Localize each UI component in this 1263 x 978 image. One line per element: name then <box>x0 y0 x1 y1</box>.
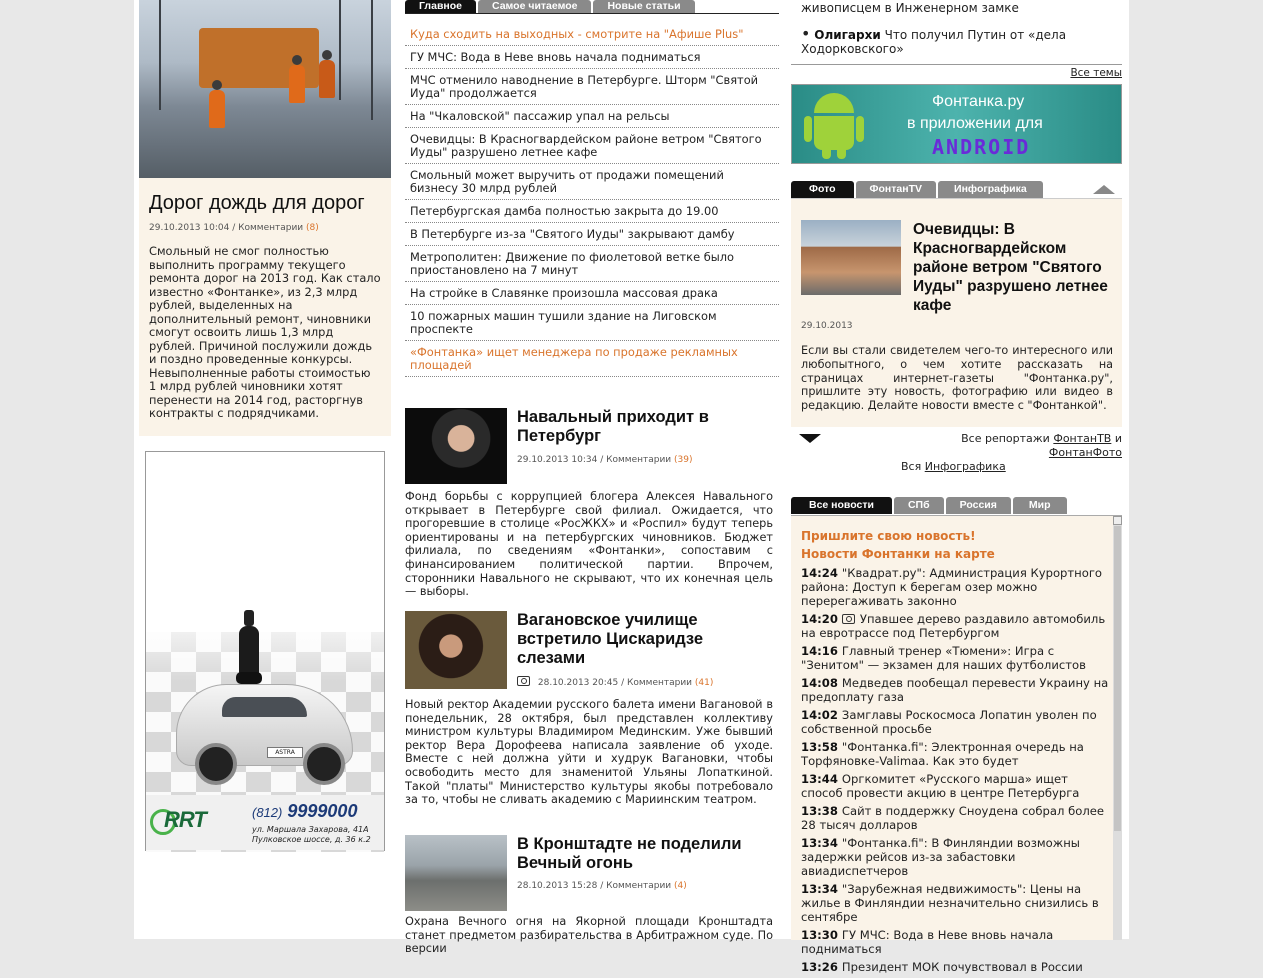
reports-line-2 <box>901 460 1122 474</box>
story-date: 28.10.2013 20:45 <box>537 678 619 688</box>
news-text: Сайт в поддержку Сноудена собрал более 28 тысяч долларов <box>801 804 1105 832</box>
news-text: ГУ МЧС: Вода в Неве вновь начала подниматься <box>801 928 1054 956</box>
rrt-ad-banner[interactable] <box>145 451 385 851</box>
ad-footer <box>146 795 384 850</box>
top-news-item[interactable]: В Петербурге из-за "Святого Иуды" закрывают дамбу <box>405 223 779 246</box>
tab-fontantv[interactable]: ФонтанTV <box>856 181 936 198</box>
news-time: 14:16 <box>801 644 838 658</box>
news-text: Главный тренер «Тюмени»: Игра с "Зенитом" — экзамен для наших футболистов <box>801 644 1086 672</box>
banner-line-3: ANDROID <box>932 135 1031 159</box>
story-image[interactable] <box>405 611 507 689</box>
news-map-link[interactable]: Новости Фонтанки на карте <box>801 547 995 561</box>
top-news-item[interactable]: Петербургская дамба полностью закрыта до 19.00 <box>405 200 779 223</box>
android-robot-leg <box>837 147 846 159</box>
infographics-link[interactable]: Инфографика <box>924 460 1006 473</box>
story-date: 28.10.2013 15:28 <box>517 881 598 891</box>
news-time: 13:34 <box>801 882 838 896</box>
comments-link[interactable]: Комментарии <box>238 223 304 233</box>
fontantv-link[interactable]: ФонтанТВ <box>1053 432 1112 445</box>
lead-text: Смольный не смог полностью выполнить программу текущего ремонта дорог на 2013 год. Как стало известно «Фонтанке», из 2,3 млрд рублей, выделенных на дополнительный ремонт, чиновники смогут освоить лишь 1,3 млрд рублей. Причиной послужили дождь и поздно проведенные конкурсы. Невыполненные работы стоимостью 1 млрд рублей чиновники хотят перенести на 2014 год, расторгнув контракты с подрядчиками. <box>149 244 381 420</box>
news-item[interactable] <box>801 676 1111 704</box>
android-robot-arm <box>804 116 812 142</box>
news-item[interactable] <box>801 836 1111 878</box>
news-time: 14:24 <box>801 566 838 580</box>
worker <box>209 90 225 128</box>
all-topics-link[interactable]: Все темы <box>1070 67 1122 79</box>
photo-icon <box>842 614 855 624</box>
chess-king-icon <box>236 610 262 688</box>
story-meta: 28.10.2013 20:45 / Комментарии (41) <box>517 676 713 688</box>
reports-prefix-2: Вся <box>901 460 922 473</box>
top-news-item[interactable]: ГУ МЧС: Вода в Неве вновь начала подниматься <box>405 46 779 69</box>
news-time: 14:20 <box>801 612 838 626</box>
top-news-item[interactable]: Куда сходить на выходных - смотрите на "Афише Plus" <box>405 23 779 46</box>
theme-item-cont[interactable]: живописцем в Инженерном замке <box>801 1 1019 15</box>
news-text: Президент МОК почувствовал в России <box>841 960 1083 974</box>
ad-address-2: Пулковское шоссе, д. 36 к.2 <box>252 835 371 844</box>
ad-brand: RRT <box>164 807 206 832</box>
tabs-underline <box>405 13 779 14</box>
news-tabs <box>791 497 1067 514</box>
comments-link[interactable]: Комментарии <box>606 881 672 891</box>
ad-address <box>252 825 371 845</box>
car-wheel <box>303 743 345 785</box>
story-text: Фонд борьбы с коррупцией блогера Алексея Навального открывает в Петербурге свой филиал. Ожидается, что прогоревшие в столице «РосЖКХ» и «Роспил» будут теперь ориентированы и на петербургских чиновников. Бюджет филиала, по сведениям «Фонтанки», сопоставим с финансированием политической партии. Впрочем, сторонники Навального не скрывают, что их конечная цель — выборы. <box>405 490 773 599</box>
android-robot-body <box>814 116 854 150</box>
news-feed <box>791 515 1122 974</box>
android-robot-arm <box>856 116 864 142</box>
tree <box>339 0 341 100</box>
king-body <box>239 626 259 674</box>
news-text: Медведев пообещал перевести Украину на предоплату газа <box>801 676 1109 704</box>
king-base <box>236 672 262 684</box>
tab-spb[interactable]: СПб <box>894 497 944 514</box>
send-news-link[interactable]: Пришлите свою новость! <box>801 529 976 543</box>
comments-count[interactable]: (41) <box>694 678 714 688</box>
ad-phone-code: (812) <box>252 805 283 820</box>
tab-all-news[interactable]: Все новости <box>791 497 892 514</box>
tab-infographics[interactable]: Инфографика <box>938 181 1043 198</box>
news-time: 13:34 <box>801 836 838 850</box>
story-vaganova <box>405 611 775 826</box>
story-image[interactable] <box>405 408 507 484</box>
tab-most-read[interactable]: Самое читаемое <box>478 0 591 13</box>
tree <box>371 0 373 120</box>
news-item[interactable] <box>801 566 1111 608</box>
photo-story-image[interactable] <box>801 220 901 295</box>
story-date: 29.10.2013 10:34 <box>517 455 598 465</box>
expand-arrow-icon[interactable] <box>799 434 821 443</box>
news-item[interactable] <box>801 644 1111 672</box>
media-tabs <box>791 181 1043 198</box>
worker-head <box>292 55 302 65</box>
story-title[interactable]: Навальный приходит в Петербург <box>517 408 709 445</box>
divider <box>791 64 1122 65</box>
story-image[interactable] <box>405 835 507 911</box>
theme-item-tag: Олигархи <box>814 28 881 42</box>
comments-count[interactable]: (8) <box>306 223 319 233</box>
tree <box>159 0 161 110</box>
news-time: 13:26 <box>801 960 838 974</box>
news-text: "Фонтанка.fi": Электронная очередь на Торфяновке-Valimaa. Как это будет <box>801 740 1084 768</box>
top-news-item[interactable]: МЧС отменило наводнение в Петербурге. Шторм "Святой Иуда" продолжается <box>405 69 779 105</box>
news-text: Оргкомитет «Русского марша» ищет способ провести акцию в центре Петербурга <box>801 772 1080 800</box>
bullet-icon: • <box>801 24 811 43</box>
top-news-item[interactable]: Смольный может выручить от продажи помещений бизнесу 30 млрд рублей <box>405 164 779 200</box>
collapse-arrow-icon[interactable] <box>1093 185 1115 194</box>
news-text: "Фонтанка.fi": В Финляндии возможны задержки рейсов из-за забастовки авиадиспетчеров <box>801 836 1080 878</box>
news-time: 13:44 <box>801 772 838 786</box>
page <box>134 0 1129 974</box>
car-window <box>222 697 307 717</box>
photo-story-box <box>791 199 1122 427</box>
comments-count[interactable]: (4) <box>674 881 687 891</box>
all-reports <box>901 432 1122 474</box>
android-robot-icon <box>814 93 854 113</box>
worker <box>289 65 305 103</box>
board-fade <box>146 602 384 682</box>
theme-item-text: Что получил Путин от «дела Ходорковского» <box>801 28 1067 56</box>
scrollbar-thumb[interactable] <box>1114 526 1121 831</box>
comments-count[interactable]: (39) <box>674 455 693 465</box>
news-time: 14:02 <box>801 708 838 722</box>
news-item[interactable] <box>801 740 1111 768</box>
reports-line-1 <box>901 432 1122 460</box>
fontanfoto-link[interactable]: ФонтанФото <box>1048 446 1122 459</box>
top-news-item[interactable]: На стройке в Славянке произошла массовая драка <box>405 282 779 305</box>
banner-line-2: в приложении для <box>907 115 1043 132</box>
reports-prefix: Все репортажи <box>961 432 1050 445</box>
theme-item[interactable] <box>801 24 1116 56</box>
tab-world[interactable]: Мир <box>1013 497 1067 514</box>
photo-icon <box>517 676 530 686</box>
news-item[interactable] <box>801 804 1111 832</box>
worker-head <box>212 80 222 90</box>
lead-card <box>139 178 391 436</box>
news-text: Упавшее дерево раздавило автомобиль на евротрассе под Петербургом <box>801 612 1106 640</box>
ad-phone-number: 9999000 <box>287 801 358 821</box>
story-title[interactable]: Вагановское училище встретило Цискаридзе слезами <box>517 611 704 667</box>
ad-address-1: ул. Маршала Захарова, 41А <box>252 825 369 834</box>
news-time: 14:08 <box>801 676 838 690</box>
news-text: "Квадрат.ру": Администрация Курортного района: Доступ к берегам озер можно перерегаживать законно <box>801 566 1103 608</box>
top-news-item[interactable]: «Фонтанка» ищет менеджера по продаже рекламных площадей <box>405 341 779 377</box>
lead-photo[interactable] <box>139 0 391 178</box>
photo-story-text: Если вы стали свидетелем чего-то интересного или любопытного, о чем хотите рассказать на страницах интернет-газеты "Фонтанка.ру", пришлите эту новость, фотографию или видео в редакцию. Делайте новости вместе с "Фонтанкой". <box>801 344 1113 413</box>
news-item[interactable] <box>801 772 1111 800</box>
top-news-item[interactable]: На "Чкаловской" пассажир упал на рельсы <box>405 105 779 128</box>
scrollbar[interactable] <box>1113 516 1122 940</box>
top-news-item[interactable]: Очевидцы: В Красногвардейском районе ветром "Святого Иуды" разрушено летнее кафе <box>405 128 779 164</box>
king-top <box>244 610 254 626</box>
story-navalny <box>405 408 775 598</box>
story-meta: 28.10.2013 15:28 / Комментарии (4) <box>517 881 687 891</box>
news-item[interactable] <box>801 882 1111 924</box>
android-robot-leg <box>822 147 831 159</box>
ad-phone <box>252 801 357 822</box>
reports-and: и <box>1114 432 1122 445</box>
photo-story-title[interactable]: Очевидцы: В Красногвардейском районе ветром "Святого Иуды" разрушено летнее кафе <box>913 221 1108 314</box>
worker-head <box>322 50 332 60</box>
story-text: Новый ректор Академии русского балета имени Вагановой в понедельник, 28 октября, был представлен коллективу министром культуры Владимиром Мединским. Уже бывший ректор Вера Дорофеева написала заявление об уходе. Вместе с ней должна уйти и худрук Вагановки, чтобы освободить место для знаменитой Ульяны Лопаткиной. Такой "платы" Министерство культуры якобы потребовало за то, чтобы не сливать академию с Мариинским театром. <box>405 698 773 807</box>
tab-new-articles[interactable]: Новые статьи <box>593 0 694 13</box>
news-list <box>801 566 1111 978</box>
story-kronstadt <box>405 835 775 956</box>
story-text: Охрана Вечного огня на Якорной площади Кронштадта станет предметом разбирательства в Арбитражном суде. По версии <box>405 915 773 956</box>
news-item[interactable] <box>801 960 1111 974</box>
news-item[interactable] <box>801 928 1111 956</box>
news-text: Замглавы Роскосмоса Лопатин уволен по собственной просьбе <box>801 708 1097 736</box>
top-news-item[interactable]: Метрополитен: Движение по фиолетовой ветке было приостановлено на 7 минут <box>405 246 779 282</box>
news-time: 13:30 <box>801 928 838 942</box>
photo-story-date: 29.10.2013 <box>801 321 853 331</box>
lead-meta: 29.10.2013 10:04 / Комментарии (8) <box>149 223 319 233</box>
scroll-up-icon[interactable] <box>1113 516 1122 525</box>
news-time: 13:58 <box>801 740 838 754</box>
story-meta: 29.10.2013 10:34 / Комментарии (39) <box>517 455 693 465</box>
top-news-item[interactable]: 10 пожарных машин тушили здание на Лиговском проспекте <box>405 305 779 341</box>
lead-date: 29.10.2013 10:04 <box>149 223 230 233</box>
lead-title[interactable]: Дорог дождь для дорог <box>149 192 365 214</box>
top-news-list <box>405 23 779 377</box>
tab-photo[interactable]: Фото <box>791 181 854 198</box>
car-plate: ASTRA <box>267 747 303 758</box>
android-app-banner[interactable] <box>791 84 1122 164</box>
comments-link[interactable]: Комментарии <box>626 678 693 688</box>
news-item[interactable] <box>801 708 1111 736</box>
news-text: "Зарубежная недвижимость": Цены на жилье в Финляндии незначительно снизились в сентябре <box>801 882 1099 924</box>
news-item[interactable] <box>801 612 1111 640</box>
comments-link[interactable]: Комментарии <box>606 455 672 465</box>
tab-main[interactable]: Главное <box>405 0 476 13</box>
news-time: 13:38 <box>801 804 838 818</box>
worker <box>319 60 335 98</box>
banner-line-1: Фонтанка.ру <box>932 93 1025 110</box>
car-wheel <box>195 743 237 785</box>
tab-russia[interactable]: Россия <box>946 497 1011 514</box>
story-title[interactable]: В Кронштадте не поделили Вечный огонь <box>517 835 742 872</box>
center-tabs <box>405 0 695 13</box>
